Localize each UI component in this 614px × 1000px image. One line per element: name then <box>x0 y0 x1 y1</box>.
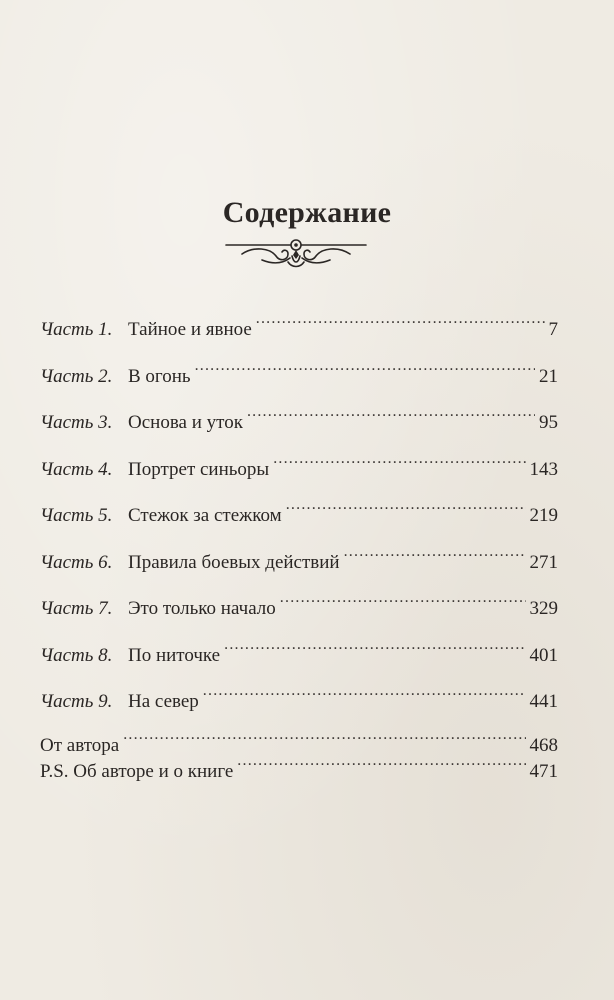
toc-entry[interactable] <box>40 451 558 480</box>
dot-leader <box>224 637 525 661</box>
page-number: 401 <box>529 644 558 666</box>
page-number: 95 <box>539 412 558 433</box>
part-label: Часть 6. <box>40 551 113 573</box>
page-number: 7 <box>548 319 558 340</box>
page-number: 143 <box>529 458 558 480</box>
part-title: Это только начало <box>128 598 276 619</box>
dot-leader <box>256 311 545 335</box>
part-title: Правила боевых действий <box>128 551 340 573</box>
dot-leader <box>247 404 535 428</box>
dot-leader <box>273 451 525 475</box>
toc-entry[interactable] <box>40 683 558 712</box>
part-label: Часть 4. <box>40 458 113 480</box>
part-label: Часть 1. <box>40 319 113 340</box>
part-label: Часть 9. <box>40 691 113 712</box>
entry-title: P.S. Об авторе и о книге <box>40 761 234 782</box>
part-title: Стежок за стежком <box>128 505 282 526</box>
floral-divider-icon <box>222 236 370 274</box>
dot-leader <box>280 590 526 614</box>
part-label: Часть 8. <box>40 644 113 666</box>
page-number: 441 <box>529 691 558 712</box>
toc-entry[interactable] <box>40 404 558 433</box>
dot-leader <box>195 358 535 382</box>
toc-entry[interactable] <box>40 497 558 526</box>
part-label: Часть 2. <box>40 365 113 387</box>
toc-entry[interactable] <box>40 358 558 387</box>
part-label: Часть 5. <box>40 505 113 526</box>
part-title: Тайное и явное <box>128 319 252 340</box>
toc-entry[interactable] <box>40 637 558 666</box>
table-of-contents <box>40 311 558 782</box>
dot-leader <box>203 683 526 707</box>
part-title: По ниточке <box>128 644 221 666</box>
dot-leader <box>286 497 526 521</box>
page-number: 219 <box>529 505 558 526</box>
page-number: 471 <box>529 761 558 782</box>
toc-entry-author-note[interactable] <box>40 727 558 756</box>
part-label: Часть 3. <box>40 412 113 433</box>
part-label: Часть 7. <box>40 598 113 619</box>
part-title: На север <box>128 691 199 712</box>
page-title: Содержание <box>222 196 392 229</box>
entry-title: От автора <box>40 735 120 756</box>
dot-leader <box>123 727 525 751</box>
part-title: Портрет синьоры <box>128 458 270 480</box>
page-number: 329 <box>529 598 558 619</box>
page-number: 468 <box>529 735 558 756</box>
toc-entry[interactable] <box>40 311 558 340</box>
toc-entry[interactable] <box>40 544 558 573</box>
page-number: 271 <box>529 551 558 573</box>
part-title: Основа и уток <box>128 412 243 433</box>
page-number: 21 <box>539 365 558 387</box>
part-title: В огонь <box>128 365 191 387</box>
dot-leader <box>344 544 526 568</box>
toc-entry[interactable] <box>40 590 558 619</box>
dot-leader <box>237 753 525 777</box>
